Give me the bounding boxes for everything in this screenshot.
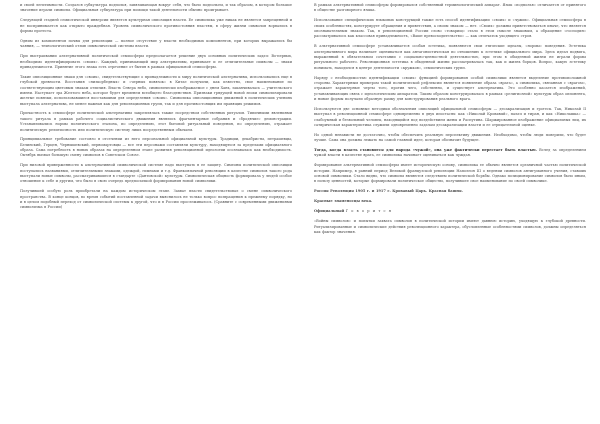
paragraph: Следующей стадией семиотической инверсии является культурная оппозиция власти. Ее символика уже никак не является запрещенной и не воспринимается как открыто враждебная. Уровень символического противостояния властям, в сферу жизни символов ворвались в формы протеста.: [20, 18, 292, 33]
citation-line: Россия Революция 1905 г. и 1917 г. Кровавый Царь. Красная башня.: [314, 189, 463, 194]
paragraph: В рамках альтернативной семиосферы формировался собственный терминологический аппарат. Язык «подполья» отличается от принятого в обществе разговорного языка.: [314, 3, 586, 13]
paragraph: Такие оппозиционные знаки для «своих», свидетельствующие о принадлежности к миру политической альтернативы, использовались еще в глубокой древности. Восстания «низкорбедных» и «черных повязок» в Китае получили, как известно, свое наименование по соответствующим цветовым знакам отличия. Власть Севера небо, символически изображаемое с днем Хань, заканчивалась — учительского имени. Наступает эра Желтого неба, которое будет временем всеобщего благоденствия. Признаки грядущей новой эпохи символизировали желтые повязки, использовавшиеся восставшими для определения «своих». Символика оппозиционных движений в политических учениях выступала альтернатива, не менее важная как для революционных групп, так и для противостоящих им правящих режимов.: [20, 74, 292, 106]
paragraph-with-emphasis: [314, 148, 586, 159]
paragraph: Принципиальное требование состояло в отсечении из него персональной официальной культуры. Традиции, декабристы, петрашевцы, Белинский, Герцен, Чернышевский, первомартовцы — все эти персонажи составляли культуру, находящуюся за пределами официального образа. Сама потребность в новых образах на определенном этапе развития революционной идеологии осознавалась как необходимость. Октябрь вызвал большую смену символов в Советском Союзе.: [20, 137, 292, 158]
paragraph: «Войны символов» и попытки захвата символов в политической истории имеют давнюю историю, уходящую к глубокой древности. Ритуализированные и символические действия революционного характера, обусловленные особенностями символов, должны определяться как фактор значения.: [314, 219, 586, 234]
paragraph: Получившей особую роль приобретали на каждом историческом этапе. Захват власти свидетельствовал о смене символического пространства. В конце концов, во время событий поставленной задачи выяснилось не только вопрос возвращения к прежнему порядку, но и в целом подобный переход от символической системы к другой, что и в России прослеживалось. (Сравните с современными движениями символизма в России): [20, 189, 292, 210]
paragraph: Наряду с необходимостью идентификации «своих» функцией формирования особой символики является выделение противоположной стороны. Характерным примером такой политической рефлексии является появление образа «врага», а символика, связанная с «врагом», отражает характерные черты того, против чего, собственно, и существует альтернатива. Это особенно касается изображений, устанавливающих связь с идеологическим аппаратом. Таким образом конструировалась в рамках «религиозной» культуры образ оппонента, и новые формы получали образную рамку для конструирования реального врага.: [314, 75, 586, 101]
citation-spaced: Г о в о р и т с я: [345, 209, 392, 214]
citation-bold: Официальный: [314, 209, 345, 214]
citation-line: [314, 209, 586, 214]
paragraph: Использование специфических языковых конструкций также есть способ идентификации «своих» и «чужих». Официальная семиосфера в своих особенностях, конструирует обращения и приветствия, а своим знаком — нет. «Своих» должны приветствоваться иначе, что является опознавательным знаком. Так, в революционной России слово «товарищ» стало в этом смысле знаковым, а обращение «господин» рассматривалось как классовая принадлежность, «Ваше превосходительство» — как отпечаток уходящего строя.: [314, 18, 586, 39]
paragraph: Но одной ненависти не достаточно, чтобы обеспечить реальную перспективу движения. Необходимо, чтобы люди поверили, что будет лучше. Сама она должна лежать на самой главной идее, которая обозначит будущее.: [314, 132, 586, 143]
paragraph: При низовой приверженности к альтернативной символической системе надо выступать в ее защиту. Симеоны политической оппозиции поступались названиями, отличительными знаками, одеждой, гимнами и т.д. Франкоязычной революции в качестве символов такого рода выступали новые символы, рассматривавшиеся в стандарте «Дантовской» культуры. Символическая общность формировала у людей особое отношение к себе и другим, что было в свою очередь предпосылкой формирования новой символики.: [20, 163, 292, 184]
paragraph: В альтернативной семиосфере устанавливается особая эстетика, появляются свои этические идеалы, «нормы» поведения. Эстетика альтернативного мира начинает оцениваться как антагонистическая по отношению к эстетике официального мира. Здесь идеал подвига, выраженный в обязательном сочетании с социально-ценностной деятельностью, при этом в обыденной жизни не играли формы ритуального рабочего. Революционная эстетика в обыденной жизни рассматривалась так, как и жизнь борцов. Вопрос, какую эстетику понимать, находился в центре деятельности «кружков», семиотических групп.: [314, 44, 586, 70]
citation-line: Красные знаменосцы века.: [314, 199, 373, 204]
paragraph: Формирование альтернативной семиосферы имеет историческую основу, символика ее обычно является органичной частью политической истории. Например, в ранний период Великой французской революции Наполеон III о ведении символов антигуманного учения, ставших основой символики. Стало видно, что символы являются следствием политической борьбы. Однако позиционирование символов было иным, в пользу ценностей, которые формировали политическое общество, получившее свое наименование по своей символике.: [314, 163, 586, 184]
paragraph-text: Вслед за определением чужой власти в качестве врага, ее символика начинает оцениваться как чуждая.: [314, 148, 587, 158]
paragraph: Одним из компонентов почвы для революции — полное отсутствие у власти необходимых компонентов, при которых выражались бы чаяния, — технологический отзыв символической системы власти.: [20, 38, 292, 49]
citation-block: [314, 189, 586, 214]
left-column: [20, 3, 292, 424]
paragraph: Используются две основные методики обозначения оппозиций официальной семиосферы — десакрализация и гротеск. Так, Николай II выступал в революционной семиосфере одновременно в двух ипостасях: как «Николай Кровавый», палач и тиран, и как «Николашка» — слабоумный и безвольный человек, находящийся под воздействием жены и Распутина. Шаржированное изображение официальных лиц, их сатирическая характеристика служили одновременно задачам десакрализации власти и ее отрицательной оценке.: [314, 106, 586, 127]
paragraph: Причастность к семиосфере политической альтернативы закреплялась также посредством собственных ритуалов. Типичными явлениями такого ритуала в рамках рабочего социалистического движения являлись фрагментарные собрания и «бродячие» демонстрации. Устанавливались нормы политического эталона, по определению, этот бытовой ритуальный поведения, по определению, отражает политическую религиозность или политическую систему лишь посредственным обычаем.: [20, 111, 292, 132]
paragraph: и своей легитимности. Создался субкультура подполья, завязывающая вокруг себя, что было подпольем, и так образом, в котором большое значение играли символы. Официальная субкультура при помощи такой деятельности обычно проигрывает.: [20, 3, 292, 13]
bold-passage: Тогда, когда власть становится для народа «чужой», она уже фактически перестает быть властью.: [314, 148, 537, 153]
right-column: [314, 3, 586, 424]
paragraph: При выстраивании альтернативной политической семиосферы предполагается решение двух основных политических задач: Во-первых, необходимо идентифицировать «своих». Каждый, принимающий мир альтернативы, принимает и ее отличительные символы — знаки принадлежности. Принятие этого знака есть отречение от бытия в рамках официальной семиосферы.: [20, 54, 292, 69]
